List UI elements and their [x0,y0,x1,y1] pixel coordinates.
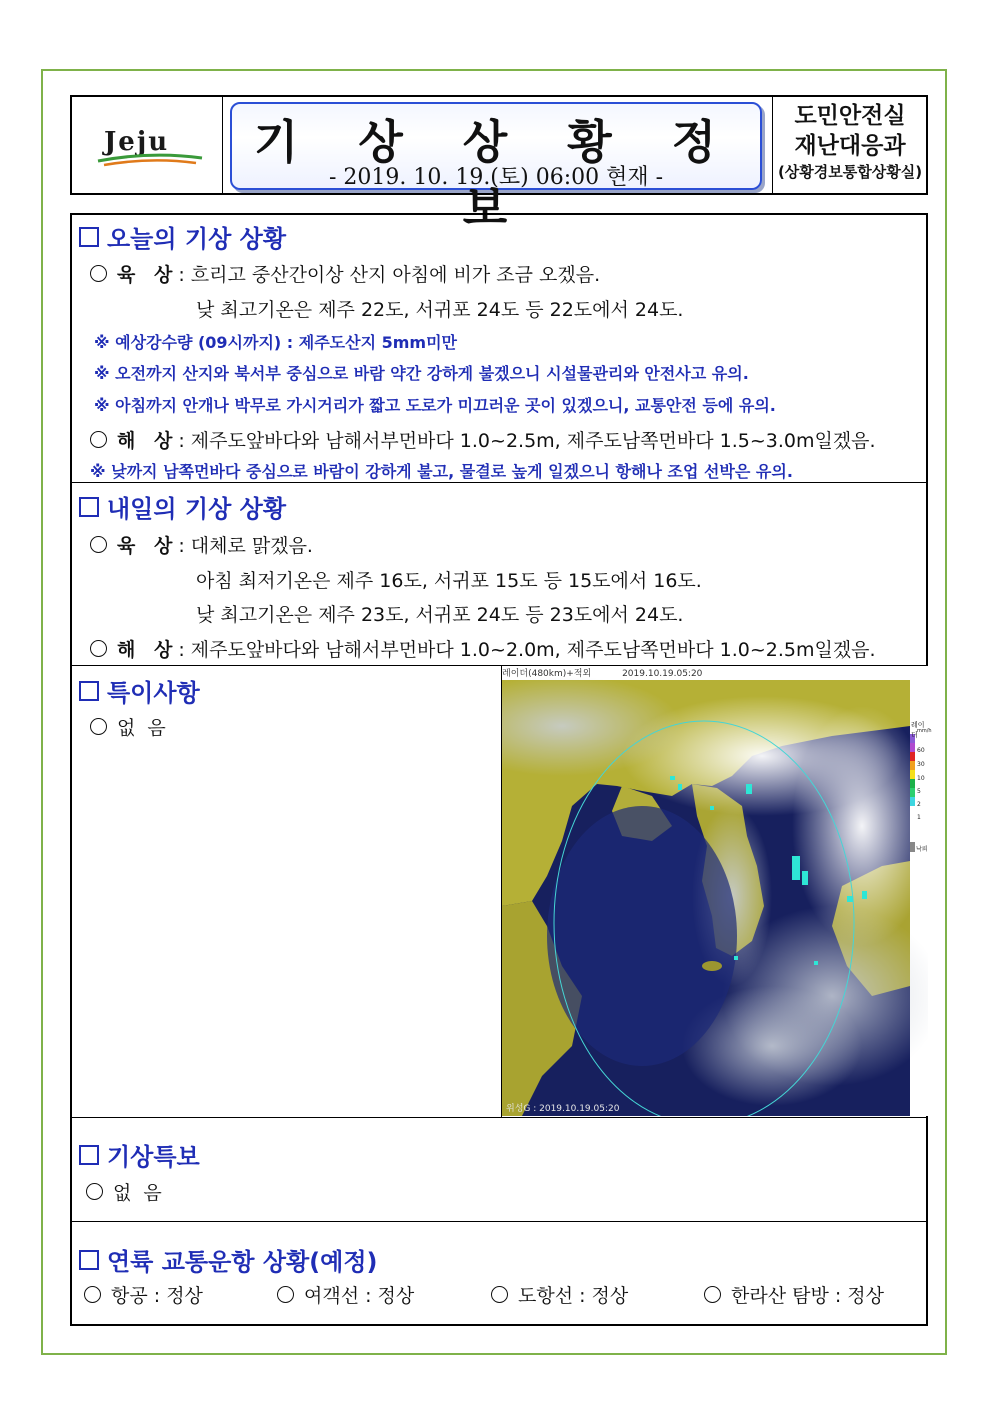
divider [72,1221,928,1222]
report-datetime: - 2019. 10. 19.(토) 06:00 현재 - [328,165,664,190]
legend-value: 60 [917,747,925,754]
jeju-logo [96,127,206,167]
tomorrow-sea-row [90,635,876,662]
transport-item-hallasan [704,1281,884,1308]
today-land-label: 육 상 [117,264,179,286]
special-item-text: 없 음 [117,717,166,739]
satellite-radar-image [502,666,932,1116]
legend-title: 레이더 [911,721,925,739]
satellite-bottom-label: 위성G : 2019.10.19.05:20 [506,1104,620,1114]
logo-cell [72,97,223,193]
section-special-title: 특이사항 [107,679,200,707]
dept-office: 도민안전실 [794,103,906,129]
transport-item-text: 여객선 : 정상 [304,1285,415,1307]
circle-bullet-icon [90,640,107,657]
circle-bullet-icon [90,718,107,735]
checkbox-square-icon [79,227,99,247]
logo-text: Jeju [104,127,170,157]
section-tomorrow [79,489,286,524]
today-sea-row [90,426,876,453]
tomorrow-land-line3: 낮 최고기온은 제주 23도, 서귀포 24도 등 23도에서 24도. [196,604,684,626]
legend-value: 5 [917,788,921,795]
checkbox-square-icon [79,1145,99,1165]
checkbox-square-icon [79,1250,99,1270]
title-box [230,102,762,235]
tomorrow-land-line1: : 대체로 맑겠음. [178,535,313,557]
transport-item-air [84,1281,203,1308]
today-land-row [90,260,600,287]
legend-extra: 낙뢰 [916,846,928,853]
circle-bullet-icon [90,536,107,553]
warning-item [86,1178,162,1205]
circle-bullet-icon [90,431,107,448]
section-today-title: 오늘의 기상 상황 [107,225,286,253]
divider [72,482,928,483]
satellite-map [502,666,928,1116]
circle-bullet-icon [277,1286,294,1303]
circle-bullet-icon [84,1286,101,1303]
section-warning-title: 기상특보 [107,1143,200,1171]
circle-bullet-icon [704,1286,721,1303]
today-note-wind: ※ 오전까지 산지와 북서부 중심으로 바람 약간 강하게 불겠으니 시설물관리와 안전사고 유의. [94,364,749,383]
checkbox-square-icon [79,681,99,701]
circle-bullet-icon [86,1183,103,1200]
divider [72,1117,928,1118]
section-tomorrow-title: 내일의 기상 상황 [107,495,286,523]
transport-item-text: 항공 : 정상 [111,1285,203,1307]
circle-bullet-icon [491,1286,508,1303]
section-warning [79,1137,200,1172]
circle-bullet-icon [90,265,107,282]
tomorrow-land-row [90,531,313,558]
legend-value: 2 [917,801,921,808]
department-cell [772,97,927,193]
special-item [90,713,166,740]
satellite-top-label-text: 레이더(480km)+적외 [502,669,592,679]
section-transport-title: 연륙 교통운항 상황(예정) [107,1248,378,1276]
dept-room: (상황경보통합상황실) [777,163,923,181]
logo-swoosh-icon [96,127,206,167]
today-sea-line: : 제주도앞바다와 남해서부먼바다 1.0~2.5m, 제주도남쪽먼바다 1.5~3.0m일겠음. [178,430,876,452]
satellite-top-label [502,666,702,679]
tomorrow-sea-label: 해 상 [117,639,179,661]
section-transport [79,1242,378,1277]
today-sea-label: 해 상 [117,430,179,452]
tomorrow-sea-line: : 제주도앞바다와 남해서부먼바다 1.0~2.0m, 제주도남쪽먼바다 1.0~2.5m일겠음. [178,639,876,661]
section-today [79,219,286,254]
report-header [70,95,928,235]
tomorrow-land-label: 육 상 [117,535,179,557]
legend-value: 30 [917,761,925,768]
today-note-fog: ※ 아침까지 안개나 박무로 가시거리가 짧고 도로가 미끄러운 곳이 있겠으니, 교통안전 등에 유의. [94,396,776,415]
legend-value: 10 [917,775,925,782]
transport-item-text: 한라산 탐방 : 정상 [731,1285,884,1307]
page-title: 기 상 상 황 정 보 [253,115,739,235]
tomorrow-land-line2: 아침 최저기온은 제주 16도, 서귀포 15도 등 15도에서 16도. [196,570,702,592]
report-body [70,213,932,1326]
legend-unit: mm/h [917,728,932,734]
dept-division: 재난대응과 [794,133,906,159]
today-note-rainfall: ※ 예상강수량 (09시까지) : 제주도산지 5mm미만 [94,333,458,352]
satellite-top-time: 2019.10.19.05:20 [622,669,703,679]
transport-item-island-boat [491,1281,628,1308]
checkbox-square-icon [79,497,99,517]
warning-item-text: 없 음 [113,1182,162,1204]
transport-item-text: 도항선 : 정상 [518,1285,629,1307]
today-note-sea: ※ 낮까지 남쪽먼바다 중심으로 바람이 강하게 불고, 물결로 높게 일겠으니 항해나 조업 선박은 유의. [90,462,793,481]
today-land-line2: 낮 최고기온은 제주 22도, 서귀포 24도 등 22도에서 24도. [196,299,684,321]
today-land-line1: : 흐리고 중산간이상 산지 아침에 비가 조금 오겠음. [178,264,601,286]
transport-item-ferry [277,1281,414,1308]
section-special [79,673,200,708]
legend-value: 1 [917,814,921,821]
